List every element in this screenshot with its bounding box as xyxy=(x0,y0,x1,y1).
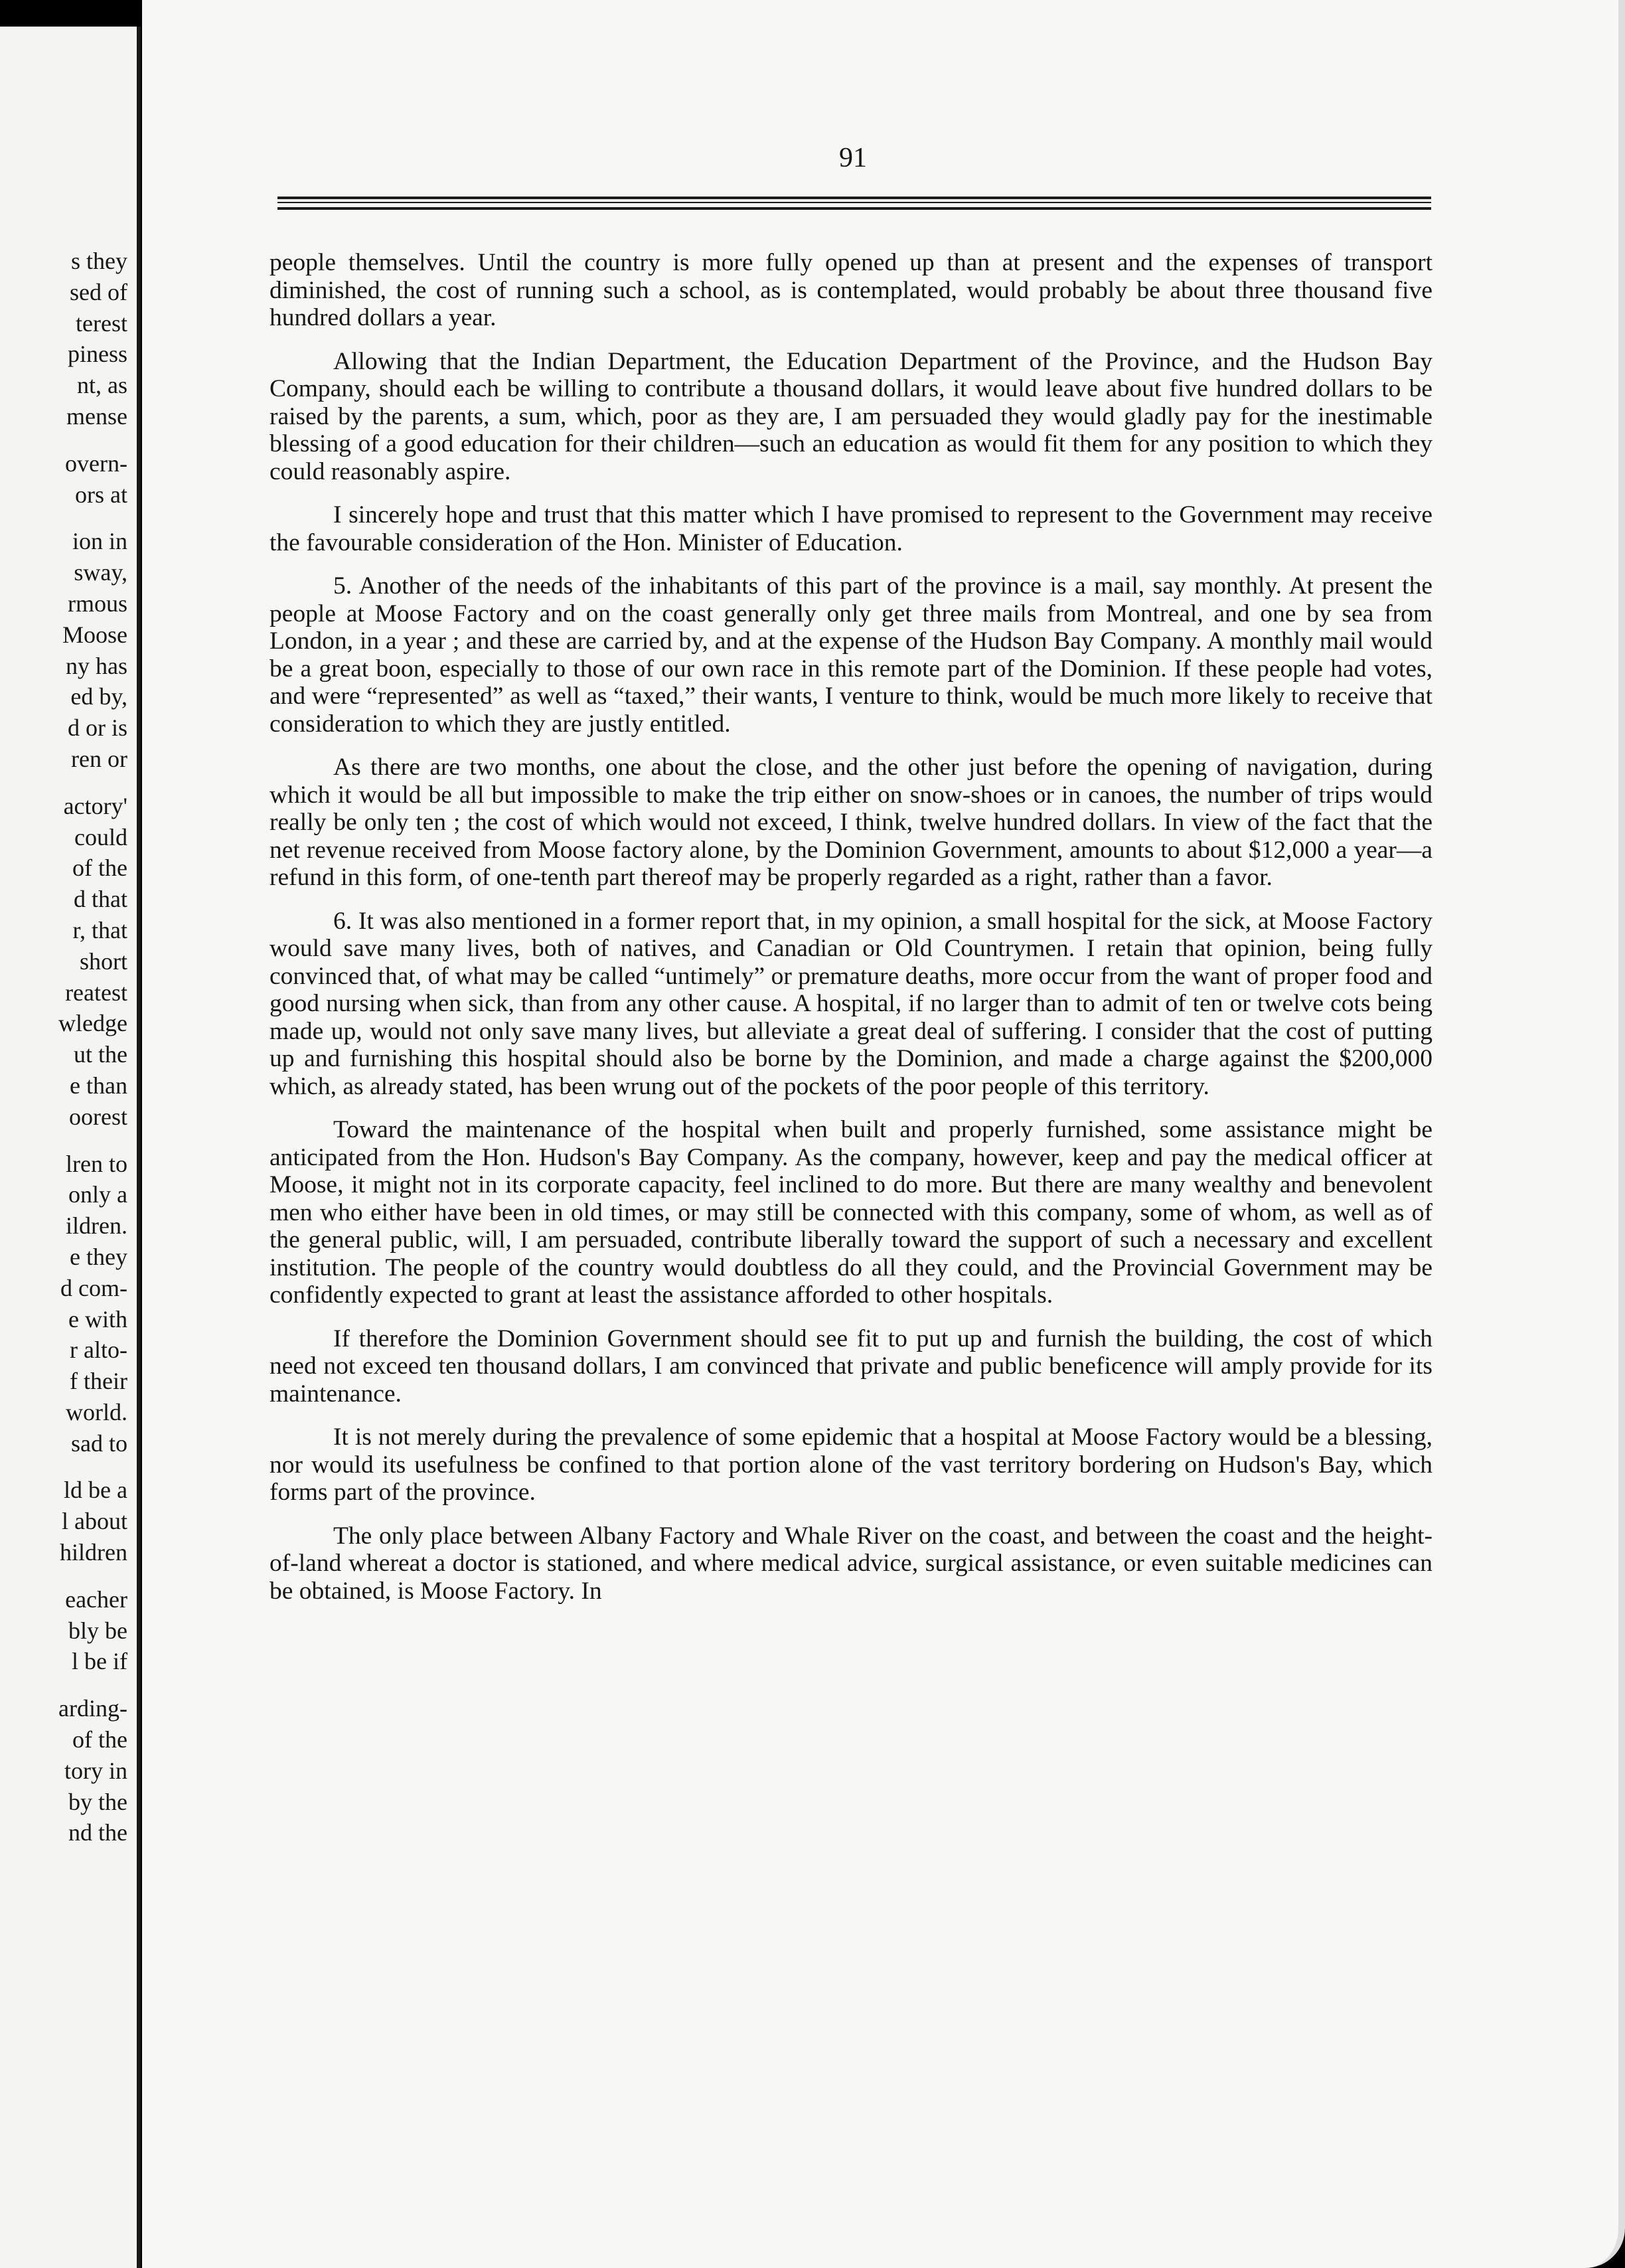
facing-page-line: tory in xyxy=(64,1757,127,1784)
facing-page-line: eacher xyxy=(65,1585,127,1613)
facing-page-line: lren to xyxy=(66,1150,127,1177)
facing-page-line: l about xyxy=(62,1508,127,1535)
facing-page-line: actory' xyxy=(63,792,127,819)
facing-page-line: ion in xyxy=(72,528,127,555)
facing-page-line: short xyxy=(80,947,127,975)
facing-page-line: f their xyxy=(70,1368,127,1395)
page-number: 91 xyxy=(839,143,867,173)
facing-page-line: ny has xyxy=(66,652,127,679)
facing-page-line: arding- xyxy=(58,1695,127,1722)
facing-page-line: mense xyxy=(66,402,127,430)
facing-page-line: of the xyxy=(72,1726,127,1753)
facing-page-paragraph-gap xyxy=(0,1459,127,1475)
header-rule-middle xyxy=(277,202,1431,203)
facing-page-line: hildren xyxy=(60,1539,127,1566)
facing-page-line: sad to xyxy=(71,1429,127,1457)
facing-page-line: bly be xyxy=(68,1617,127,1644)
paragraph: people themselves. Until the country is more fully opened up than at present and the expenses of transport diminished, the cost of running such a school, as is contemplated, would probably be about three thousand five hundred dollars a year. xyxy=(270,249,1432,331)
facing-page-line: piness xyxy=(68,341,127,368)
facing-page-line: d or is xyxy=(68,714,127,742)
paragraph: The only place between Albany Factory and Whale River on the coast, and between the coast and the height-of-land whereat a doctor is stationed, and where medical advice, surgical assistance, or even suitable medicines can be obtained, is Moose Factory. In xyxy=(270,1522,1432,1605)
paragraph: 6. It was also mentioned in a former report that, in my opinion, a small hospital for the sick, at Moose Factory would save many lives, both of natives, and Canadian or Old Countrymen. I retain that opinion, being fully convinced that, of what may be called “untimely” or premature deaths, more occur from the want of proper food and good nursing when sick, than from any other cause. A hospital, if no larger than to admit of ten or twelve cots being made up, would not only save many lives, but alleviate a great deal of suffering. I consider that the cost of putting up and furnishing this hospital should also be borne by the Dominion, and made a charge against the $200,000 which, as already stated, has been wrung out of the pockets of the poor people of this territory. xyxy=(270,907,1432,1100)
facing-page-line: d com- xyxy=(60,1274,127,1301)
facing-page-line: wledge xyxy=(58,1010,127,1037)
paragraph: 5. Another of the needs of the inhabitants of this part of the province is a mail, say monthly. At present the people at Moose Factory and on the coast generally only get three mails from Montreal, and one by sea from London, in a year ; and these are carried by, and at the expense of the Hudson Bay Company. A monthly mail would be a great boon, especially to those of our own race in this remote part of the Dominion. If these people had votes, and were “represented” as well as “taxed,” their wants, I venture to think, would be much more likely to receive that consideration to which they are justly entitled. xyxy=(270,572,1432,738)
paragraph: As there are two months, one about the close, and the other just before the opening of navigation, during which it would be all but impossible to make the trip either on snow-shoes or in canoes, the number of trips would really be only ten ; the cost of which would not exceed, I think, twelve hundred dollars. In view of the fact that the net revenue received from Moose factory alone, by the Dominion Government, amounts to about $12,000 a year—a refund in this form, of one-tenth part thereof may be properly regarded as a right, rather than a favor. xyxy=(270,754,1432,891)
header-rule-top xyxy=(277,197,1431,199)
facing-page-line: of the xyxy=(72,854,127,882)
facing-page-text xyxy=(0,27,127,1848)
facing-page-line: e than xyxy=(70,1072,127,1099)
facing-page-line: only a xyxy=(68,1181,127,1208)
facing-page-line: terest xyxy=(76,309,127,337)
facing-page-line: ut the xyxy=(74,1041,127,1068)
body-text xyxy=(270,249,1432,1621)
paragraph: It is not merely during the prevalence of some epidemic that a hospital at Moose Factory would be a blessing, nor would its usefulness be confined to that portion alone of the vast territory bordering on Hudson's Bay, which forms part of the province. xyxy=(270,1423,1432,1506)
facing-page-line: r alto- xyxy=(70,1336,127,1364)
facing-page-paragraph-gap xyxy=(0,1568,127,1584)
facing-page-line: Moose xyxy=(62,621,127,648)
facing-page-line: world. xyxy=(66,1398,127,1425)
facing-page-line: ors at xyxy=(75,481,127,508)
facing-page-paragraph-gap xyxy=(0,510,127,526)
facing-page-paragraph-gap xyxy=(0,1677,127,1693)
facing-page-line: sed of xyxy=(70,278,127,305)
facing-page-line: rmous xyxy=(68,590,127,617)
facing-page-line: overn- xyxy=(65,449,127,477)
facing-page-line: sway, xyxy=(74,559,127,586)
facing-page-paragraph-gap xyxy=(0,775,127,791)
header-rule-bottom xyxy=(277,207,1431,210)
paragraph: If therefore the Dominion Government should see fit to put up and furnish the building, the cost of which need not exceed ten thousand dollars, I am convinced that private and public beneficence will amply provide for its maintenance. xyxy=(270,1325,1432,1408)
paragraph: Allowing that the Indian Department, the Education Department of the Province, and the Hudson Bay Company, should each be willing to contribute a thousand dollars, it would leave about five hundred dollars to be raised by the parents, a sum, which, poor as they are, I am persuaded they would gladly pay for the inestimable blessing of a good education for their children—such an education as would fit them for any position to which they could reasonably aspire. xyxy=(270,347,1432,485)
facing-page-line: l be if xyxy=(72,1648,127,1675)
facing-page-line: ren or xyxy=(71,745,127,772)
facing-page-line: reatest xyxy=(65,979,127,1006)
facing-page-line: by the xyxy=(68,1788,127,1815)
facing-page-line: s they xyxy=(71,248,127,274)
facing-page-left xyxy=(0,27,141,2268)
facing-page-line: e with xyxy=(68,1305,127,1333)
facing-page-line: ed by, xyxy=(70,683,127,710)
facing-page-line: ld be a xyxy=(64,1477,127,1504)
facing-page-line: oorest xyxy=(69,1103,127,1130)
facing-page-line: could xyxy=(74,823,127,850)
facing-page-line: nd the xyxy=(68,1819,127,1846)
paragraph: Toward the maintenance of the hospital when built and properly furnished, some assistance might be anticipated from the Hon. Hudson's Bay Company. As the company, however, keep and pay the medical officer at Moose, it might not in its corporate capacity, feel inclined to do more. But there are many wealthy and benevolent men who either have been in old times, or may still be connected with this company, some of whom, as well as of the general public, will, I am persuaded, contribute liberally toward the support of such a necessary and excellent institution. The people of the country would doubtless do all they could, and the Provincial Government may be confidently expected to grant at least the assistance afforded to other hospitals. xyxy=(270,1116,1432,1309)
facing-page-top-margin xyxy=(0,27,127,246)
facing-page-paragraph-gap xyxy=(0,432,127,448)
paragraph: I sincerely hope and trust that this matter which I have promised to represent to the Government may receive the favourable consideration of the Hon. Minister of Education. xyxy=(270,501,1432,556)
facing-page-line: nt, as xyxy=(77,372,127,399)
facing-page-line: ildren. xyxy=(66,1212,127,1240)
facing-page-line: d that xyxy=(74,886,127,913)
facing-page-paragraph-gap xyxy=(0,1133,127,1149)
facing-page-line: e they xyxy=(70,1243,127,1270)
facing-page-line: r, that xyxy=(72,916,127,943)
